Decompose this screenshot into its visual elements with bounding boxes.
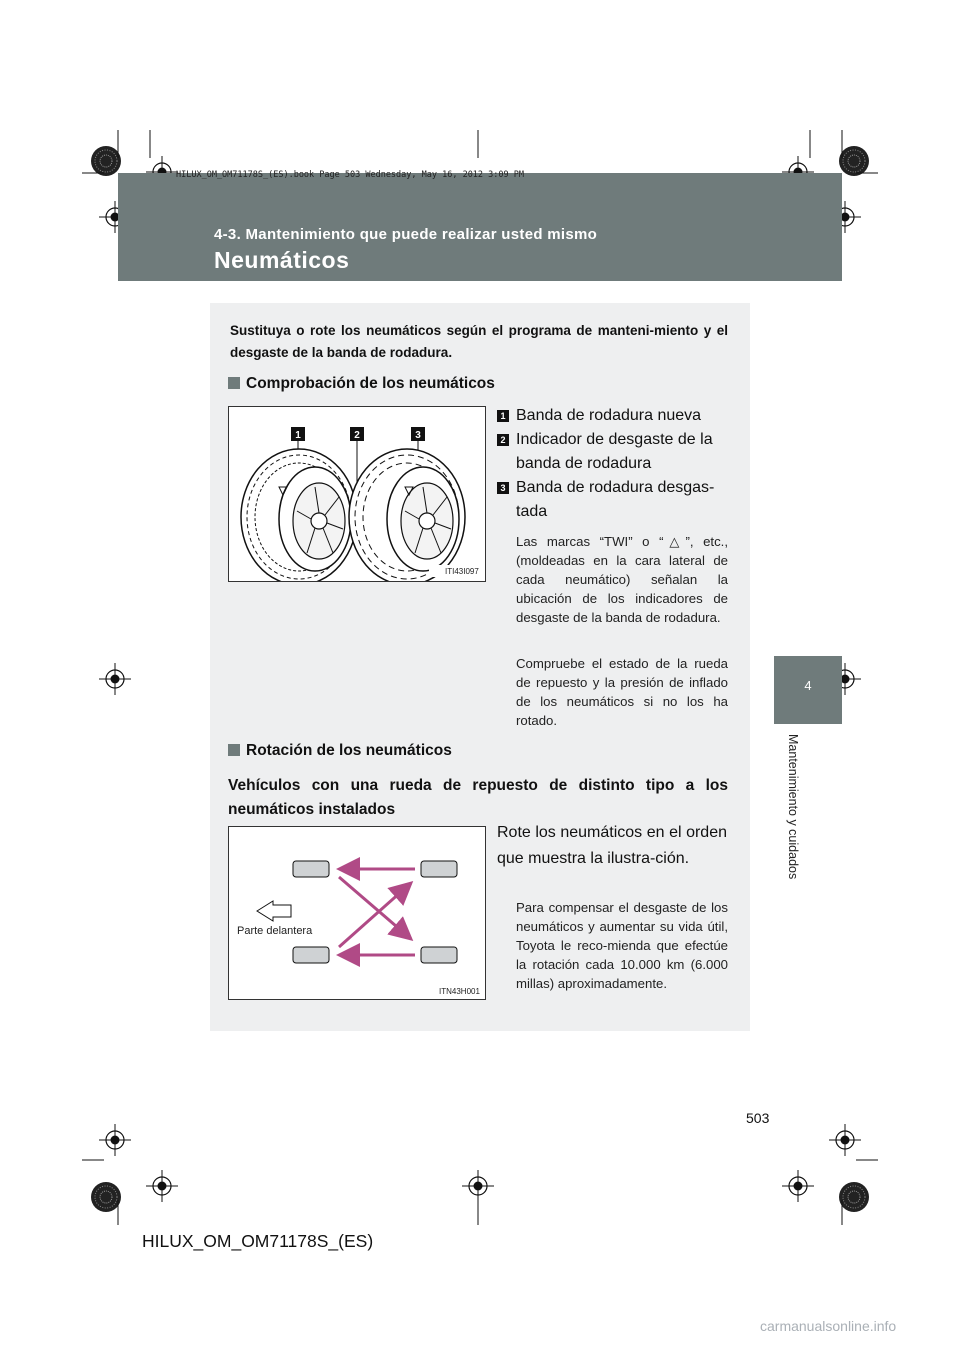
rotation-heading-text: Rotación de los neumáticos: [246, 742, 452, 759]
book-stamp: HILUX_OM_OM71178S_(ES).book Page 503 Wednesday, May 16, 2012 3:09 PM: [176, 170, 524, 180]
legend-badge-1: 1: [497, 410, 509, 422]
intro-text: Sustituya o rote los neumáticos según el programa de manteni-miento y el desgaste de la banda de rodadura.: [230, 323, 728, 360]
tire-front-right: [421, 861, 457, 877]
legend-badge-3: 3: [497, 482, 509, 494]
rotation-figure: [228, 826, 486, 1000]
tire-rear-left: [293, 947, 329, 963]
svg-text:2: 2: [354, 430, 360, 441]
chapter-label: Mantenimiento y cuidados: [786, 734, 800, 880]
section-label: 4-3. Mantenimiento que puede realizar usted mismo: [214, 226, 598, 243]
svg-text:3: 3: [415, 430, 421, 441]
svg-text:1: 1: [295, 430, 301, 441]
rotation-heading: [228, 742, 452, 760]
page-number: 503: [746, 1110, 770, 1126]
rotation-subheading: Vehículos con una rueda de repuesto de distinto tipo a los neumáticos instalados: [228, 777, 728, 818]
twi-note: Las marcas “TWI” o “△”, etc., (moldeadas en la cara lateral de cada neumático) señalan la ubicación de los indicadores de desgaste de la banda de rodadura.: [516, 534, 728, 625]
rotation-diagram: [229, 827, 485, 999]
page-title: Neumáticos: [214, 247, 350, 273]
rotation-note: Para compensar el desgaste de los neumáticos y aumentar su vida útil, Toyota le reco-mienda que efectúe la rotación cada 10.000 km (6.000 millas) aproximadamente.: [516, 900, 728, 991]
figure-code: ITN43H001: [439, 987, 480, 996]
front-label: Parte delantera: [237, 925, 313, 937]
tire-rear-right: [421, 947, 457, 963]
legend-item-2: Indicador de desgaste de la: [516, 431, 713, 448]
check-heading: [228, 375, 495, 393]
footer-doc-id: HILUX_OM_OM71178S_(ES): [142, 1231, 374, 1251]
legend-item-1: Banda de rodadura nueva: [516, 407, 702, 424]
new-tire: [241, 449, 357, 581]
legend-item-3-cont: tada: [516, 503, 548, 520]
spare-note: Compruebe el estado de la rueda de repuesto y la presión de inflado de los neumáticos si no los ha rotado.: [516, 656, 728, 728]
bullet-square-icon: [228, 377, 240, 389]
worn-tire: [349, 449, 465, 581]
check-heading-text: Comprobación de los neumáticos: [246, 375, 495, 392]
chapter-number: 4: [804, 678, 812, 693]
figure-code: ITI43I097: [445, 567, 479, 576]
front-arrow-icon: [257, 901, 291, 921]
legend-badge-2: 2: [497, 434, 509, 446]
watermark: carmanualsonline.info: [760, 1318, 897, 1334]
legend-item-3: Banda de rodadura desgas-: [516, 479, 715, 496]
tire-front-left: [293, 861, 329, 877]
bullet-square-icon: [228, 744, 240, 756]
legend-item-2-cont: banda de rodadura: [516, 455, 652, 472]
rotation-body: Rote los neumáticos en el orden que muestra la ilustra-ción.: [497, 824, 727, 867]
tire-illustration: [229, 407, 485, 581]
tire-figure: [228, 406, 486, 582]
